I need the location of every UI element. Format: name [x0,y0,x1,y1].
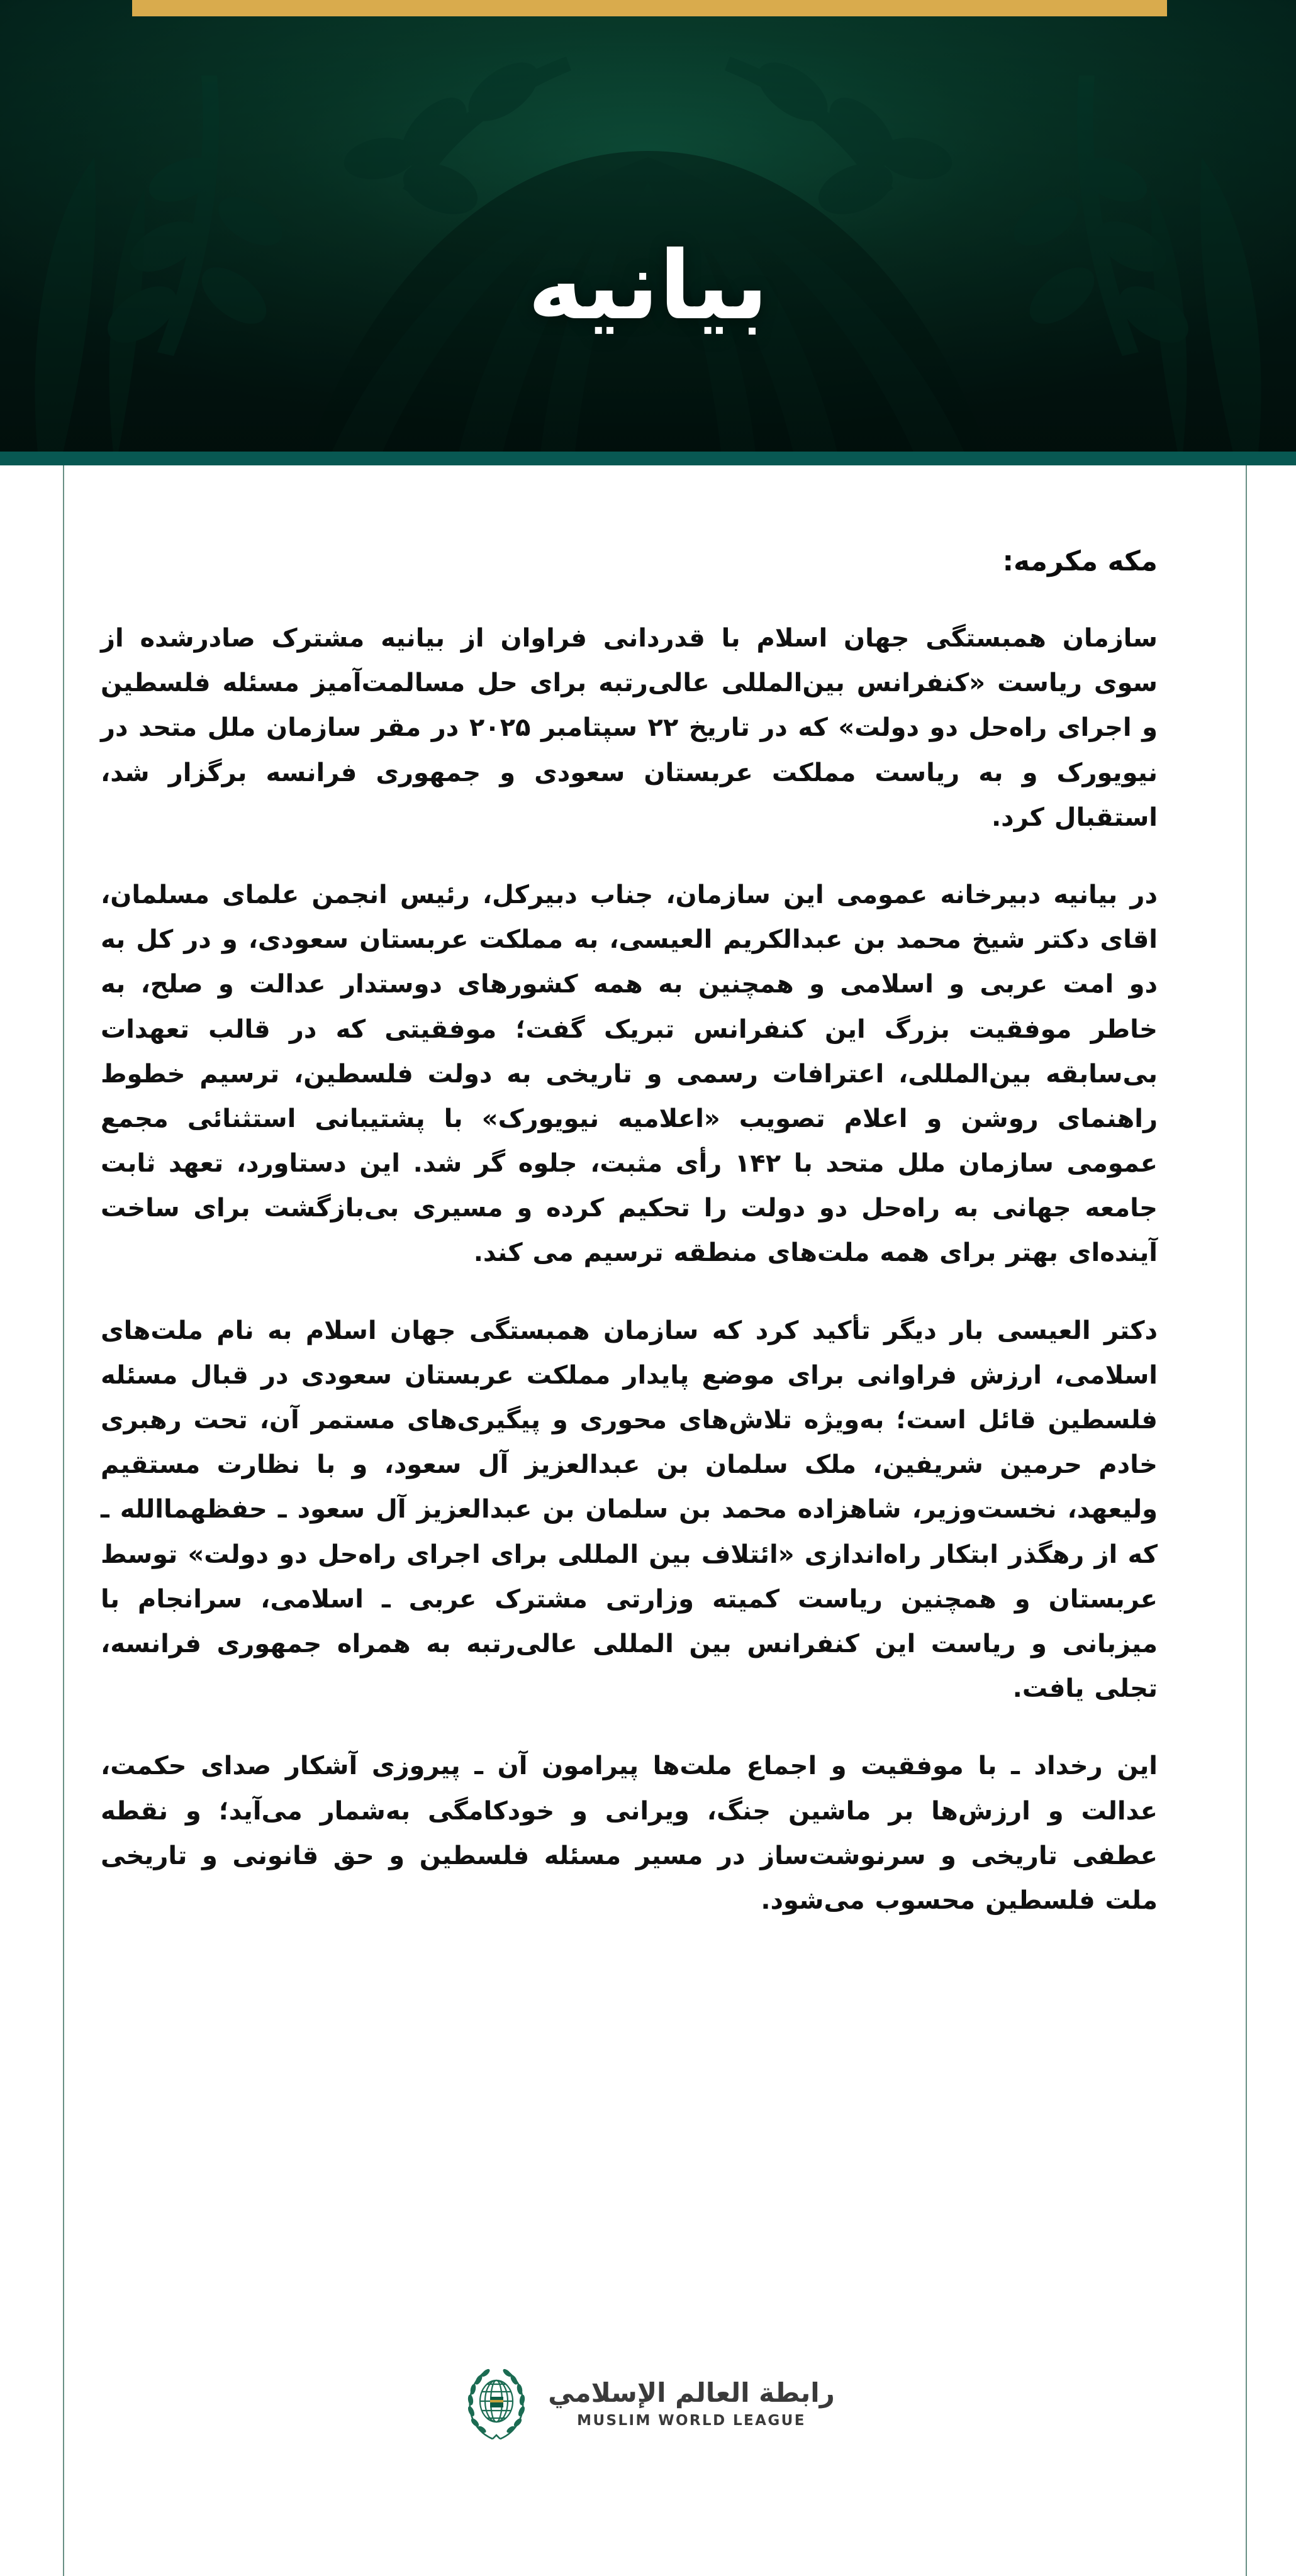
logo-arabic-text: رابطة العالم الإسلامي [548,2377,835,2408]
statement-body [101,541,1158,1923]
footer-logo [0,2365,1296,2443]
globe-wreath-emblem-icon [461,2365,532,2443]
logo-english-text: MUSLIM WORLD LEAGUE [577,2412,806,2429]
paragraph-4: این رخداد ـ با موفقیت و اجماع ملت‌ها پیرامون آن ـ پیروزی آشکار صدای حکمت، عدالت و ارزش‌ها بر ماشین جنگ، ویرانی و خودکامگی به‌شمار می‌آید؛ و نقطه عطفی تاریخی و سرنوشت‌ساز در مسیر مسئله فلسطین و حق قانونی و تاریخی ملت فلسطین محسوب می‌شود. [101,1752,1158,1915]
hero-header [0,0,1296,452]
page-title: بیانیه [527,231,769,341]
paragraph-2: در بیانیه دبیرخانه عمومی این سازمان، جناب دبیرکل، رئیس انجمن علمای مسلمان، اقای دکتر شیخ محمد بن عبدالکریم العیسی، به مملکت عربستان سعودی، و در کل به دو امت عربی و اسلامی و همچنین به همه کشورهای دوستدار عدالت و صلح، به خاطر موفقیت بزرگ این کنفرانس تبریک گفت؛ موفقیتی که در قالب تعهدات بی‌سابقه بین‌المللی، اعترافات رسمی و تاریخی به دولت فلسطین، ترسیم خطوط راهنمای روشن و اعلام تصویب «اعلامیه نیویورک» با پشتیبانی استثنائی مجمع عمومی سازمان ملل متحد با ۱۴۲ رأی مثبت، جلوه گر شد. این دستاورد، تعهد ثابت جامعه جهانی به راه‌حل دو دولت را تحکیم کرده و مسیری بی‌بازگشت برای ساخت آینده‌ای بهتر برای همه ملت‌های منطقه ترسیم می کند. [101,880,1158,1268]
right-margin-rule [1246,465,1247,2576]
gold-accent-bar [132,0,1167,16]
olive-branch-pattern-icon [0,0,1296,452]
paragraph-1: سازمان همبستگی جهان اسلام با قدردانی فراوان از بیانیه مشترک صادرشده از سوی ریاست «کنفرانس بین‌المللی عالی‌رتبه برای حل مسالمت‌آمیز مسئله فلسطین و اجرای راه‌حل دو دولت» که در تاریخ ۲۲ سپتامبر ۲۰۲۵ در مقر سازمان ملل متحد در نیویورک و به ریاست مملکت عربستان سعودی و جمهوری فرانسه برگزار شد، استقبال کرد. [101,624,1158,832]
left-margin-rule [63,465,64,2576]
salutation-line: مکه مکرمه: [1002,545,1158,577]
logo-wordmark [548,2379,835,2429]
paragraph-3: دکتر العیسی بار دیگر تأکید کرد که سازمان همبستگی جهان اسلام به نام ملت‌های اسلامی، ارزش فراوانی برای موضع پایدار مملکت عربستان سعودی در قبال مسئله فلسطین قائل است؛ به‌ویژه تلاش‌های محوری و پیگیری‌های مستمر آن، تحت رهبری خادم حرمین شریفین، ملک سلمان بن عبدالعزیز آل سعود، و با نظارت مستقیم ولیعهد، نخست‌وزیر، شاهزاده محمد بن سلمان بن عبدالعزیز آل سعود ـ حفظهماالله ـ که از رهگذر ابتکار راه‌اندازی «ائتلاف بین المللی برای اجرای راه‌حل دو دولت» توسط عربستان و همچنین ریاست کمیته وزارتی مشترک عربی ـ اسلامی، سرانجام با میزبانی و ریاست این کنفرانس بین المللی عالی‌رتبه به همراه جمهوری فرانسه، تجلی یافت. [101,1316,1158,1704]
teal-divider-band [0,452,1296,465]
